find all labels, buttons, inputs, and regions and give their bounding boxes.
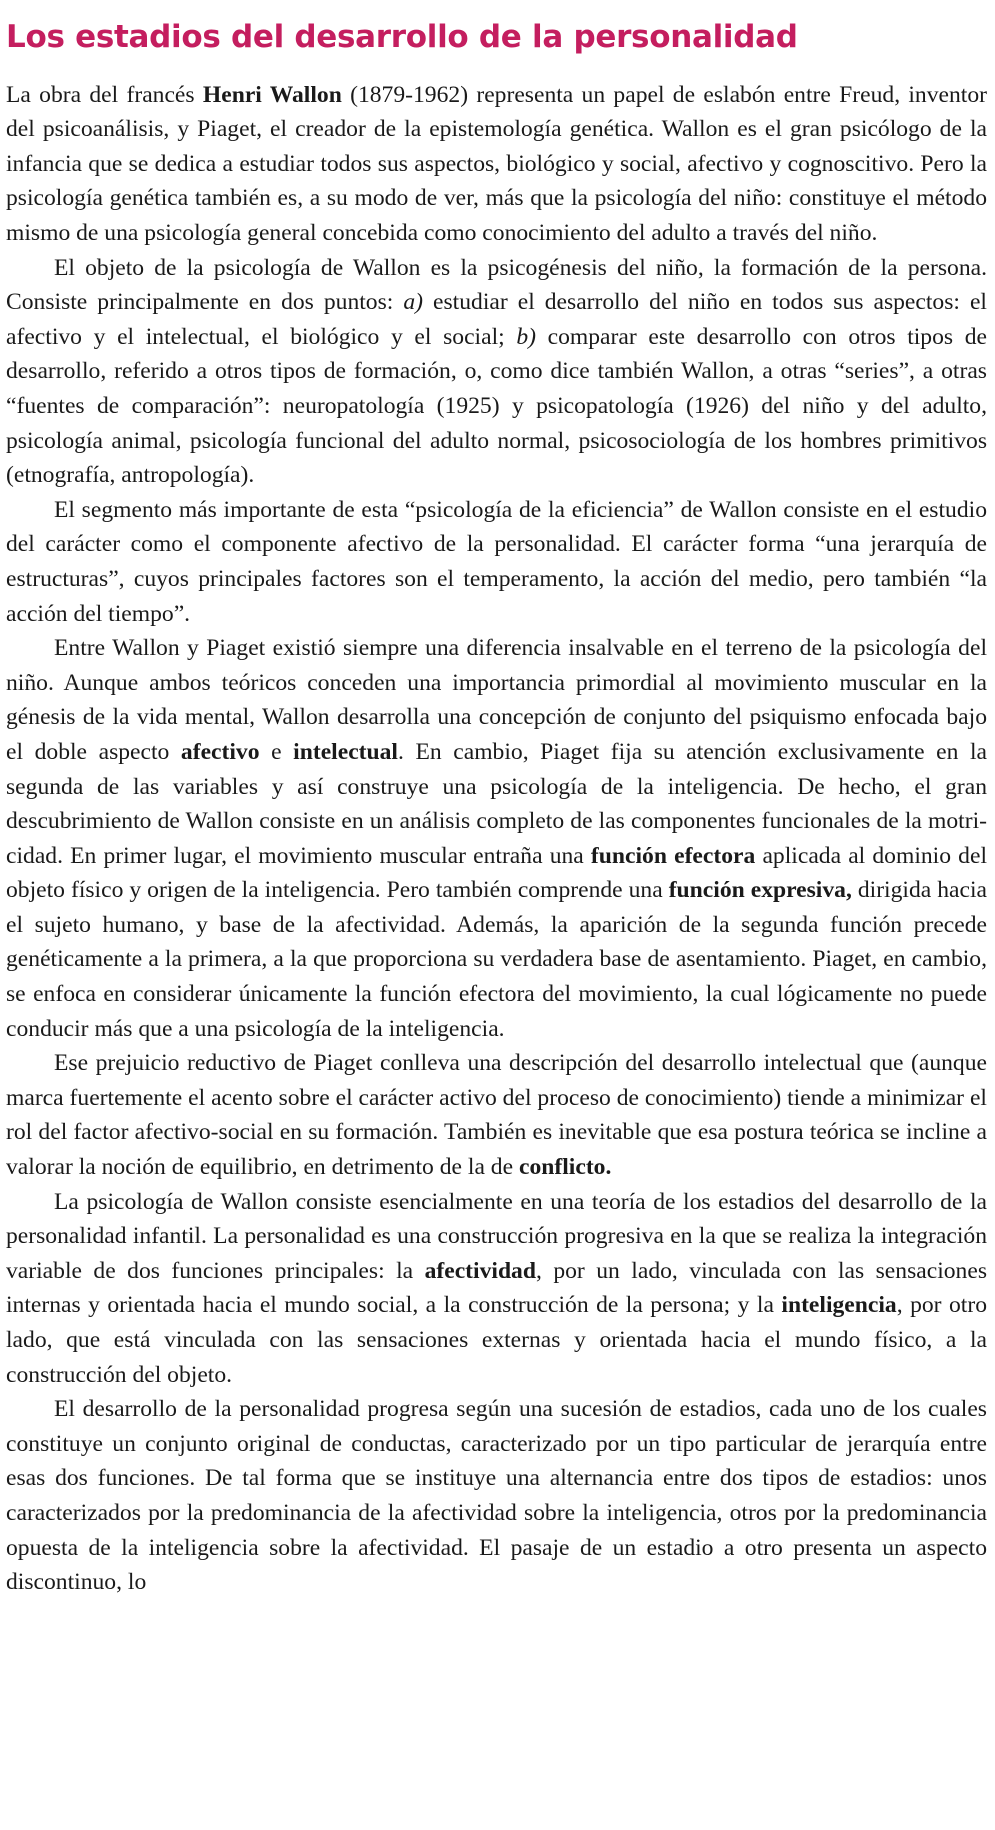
conflicto-bold: conflicto. [518,1154,612,1181]
paragraph-6 [6,1185,987,1393]
paragraph-3 [6,493,987,631]
p1-text-1: La obra del francés [6,81,203,108]
funcion-expresiva-bold: función expresiva, [668,877,852,904]
p4-text-4: aplicada al dominio del objeto físico y origen de la inteligencia. Pero también comprende una [6,842,988,904]
afectivo-bold: afectivo [180,738,260,765]
p2-italic-a: a) [403,289,424,316]
paragraph-5 [6,1046,987,1184]
p5-text-1: Ese prejuicio reductivo de Piaget conlleva una descripción del desarrollo intelectual que (aunque marca fuertemente el acento sobre el carácter activo del proceso de conocimiento) tiende a minimizar el rol del factor afectivo-social en su formación. También es inevitable que esa postura teórica se incline a valorar la noción de equilibrio, en detrimento de la de [6,1050,987,1181]
article-body [6,78,987,1600]
p6-text-1: La psicología de Wallon consiste esencialmente en una teoría de los estadios del desarrollo de la personalidad infantil. La personalidad es una construcción progresiva en la que se realiza la integración variable de dos funciones principales: la [6,1188,987,1284]
article-title: Los estadios del desarrollo de la personalidad [6,19,798,55]
p1-text-2: (1879-1962) representa un papel de eslabón entre Freud, inventor del psicoanálisis, y Piaget, el creador de la epistemología genética. Wallon es el gran psicólogo de la infancia que se dedica a estudiar todos sus aspectos, biológico y social, afectivo y cognoscitivo. Pero la psicología genética también es, a su modo de ver, más que la psicología del niño: constituye el método mismo de una psicología general concebida como conocimiento del adulto a través del niño. [6,81,987,247]
p4-text-1: Entre Wallon y Piaget existió siempre una diferencia insalvable en el terreno de la psicología del niño. Aunque ambos teóricos conceden una importancia primordial al movimiento muscular en la génesis de la vida mental, Wallon desarrolla una concepción de conjunto del psiquismo enfocada bajo el doble aspecto [6,635,987,765]
paragraph-4 [6,631,987,1046]
intelectual-bold: intelectual [293,738,398,765]
funcion-efectora-bold: función efectora [590,842,756,869]
p2-text-2: estudiar el desarrollo del niño en todos sus aspectos: el afectivo y el intelectual, el biológico y el social; [6,289,987,350]
p2-italic-b: b) [516,323,536,350]
paragraph-7 [6,1392,987,1600]
p6-text-3: , por otro lado, que está vinculada con las sensaciones externas y orientada hacia el mundo físico, a la construcción del objeto. [6,1292,987,1388]
inteligencia-bold: inteligencia [781,1292,897,1319]
p4-text-3: . En cambio, Piaget fija su atención exclusivamente en la segunda de las variables y así construye una psicología de la inteligencia. De hecho, el gran descubrimiento de Wallon consiste en un análisis completo de las componentes funcionales de la motricidad. En primer lugar, el movimiento muscular entraña una [6,738,987,869]
p4-text-5: dirigida hacia el sujeto humano, y base de la afectividad. Además, la aparición de la segunda función precede genéticamente a la primera, a la que proporciona su verdadera base de asentamiento. Piaget, en cambio, se enfoca en considerar únicamente la función efectora del movimiento, la cual lógicamente no puede conducir más que a una psicología de la inteligencia. [6,877,987,1042]
p2-text-1: El objeto de la psicología de Wallon es la psicogénesis del niño, la formación de la persona. Consiste principalmente en dos puntos: [6,254,987,316]
paragraph-2 [6,251,987,493]
p7-text-1: El desarrollo de la personalidad progresa según una sucesión de estadios, cada uno de los cuales constituye un conjunto original de conductas, caracterizado por un tipo particular de jerarquía entre esas dos funciones. De tal forma que se instituye una alternancia entre dos tipos de estadios: unos caracterizados por la predominancia de la afectividad sobre la inteligencia, otros por la predominancia opuesta de la inteligencia sobre la afectividad. El pasaje de un estadio a otro presenta un aspecto discontinuo, lo [6,1396,987,1596]
paragraph-1 [6,78,987,251]
p2-text-3: comparar este desarrollo con otros tipos de desarrollo, referido a otros tipos de formación, o, como dice también Wallon, a otras “series”, a otras “fuentes de comparación”: neuropatología (1925) y psicopatología (1926) del niño y del adulto, psicología animal, psicología funcional del adulto normal, psicosociología de los hombres primitivos (etnografía, antropología). [6,323,988,489]
author-name-bold: Henri Wallon [202,81,342,108]
p4-text-2: e [259,738,294,765]
afectividad-bold: afectividad [424,1257,536,1284]
p6-text-2: , por un lado, vinculada con las sensaciones internas y orientada hacia el mundo social, a la construcción de la persona; y la [6,1257,987,1319]
p3-text-1: El segmento más importante de esta “psicología de la eficiencia” de Wallon consiste en el estudio del carácter como el componente afectivo de la personalidad. El carácter forma “una jerarquía de estructuras”, cuyos principales factores son el temperamento, la acción del medio, pero también “la acción del tiempo”. [6,496,987,627]
